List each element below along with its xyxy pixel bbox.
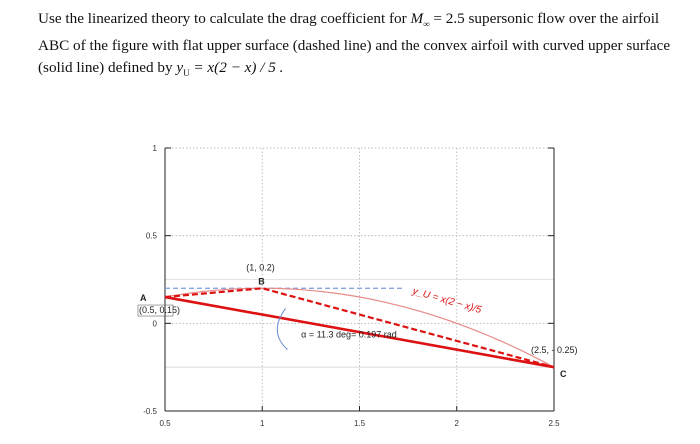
angle-label: α = 11.3 deg= 0.197 rad <box>301 329 397 340</box>
x-tick-label: 2 <box>454 419 459 428</box>
grid-lines <box>165 148 554 411</box>
yu-symbol: y <box>176 59 184 77</box>
question-line-3-text: (solid line) defined by <box>38 59 177 77</box>
mach-symbol: M <box>410 10 424 27</box>
yu-subscript: U <box>183 68 190 79</box>
x-tick-label: 1 <box>260 419 265 428</box>
x-tick-label: 2.5 <box>548 419 560 428</box>
question-line-1-text: Use the linearized theory to calculate the drag coefficient for <box>38 10 411 27</box>
point-a-coord: (0.5, 0.15) <box>139 305 181 316</box>
point-b-coord: (1, 0.2) <box>246 262 275 273</box>
x-tick-label: 1.5 <box>353 419 366 428</box>
axis-ticks <box>143 144 560 428</box>
point-a-label: A <box>140 293 147 304</box>
y-tick-label: 1 <box>152 144 157 153</box>
yu-equation: = x(2 − x) / 5 . <box>189 59 284 77</box>
x-tick-label: 0.5 <box>159 419 171 428</box>
point-b-label: B <box>258 276 265 287</box>
question-line-2: ABC of the figure with flat upper surface (dashed line) and the convex airfoil with curved upper surface <box>38 37 671 55</box>
y-tick-label: -0.5 <box>143 407 157 416</box>
point-c-coord: (2.5, - 0.25) <box>531 345 578 356</box>
mach-subscript: ∞ <box>423 19 430 30</box>
angle-arc <box>277 308 287 349</box>
question-line-1-rest: = 2.5 supersonic flow over the airfoil <box>429 10 660 27</box>
y-tick-label: 0 <box>152 319 157 329</box>
y-tick-label: 0.5 <box>145 231 157 241</box>
point-c-label: C <box>560 369 567 380</box>
curve-equation-label: y_U = x(2 − x)/5 <box>411 285 483 317</box>
